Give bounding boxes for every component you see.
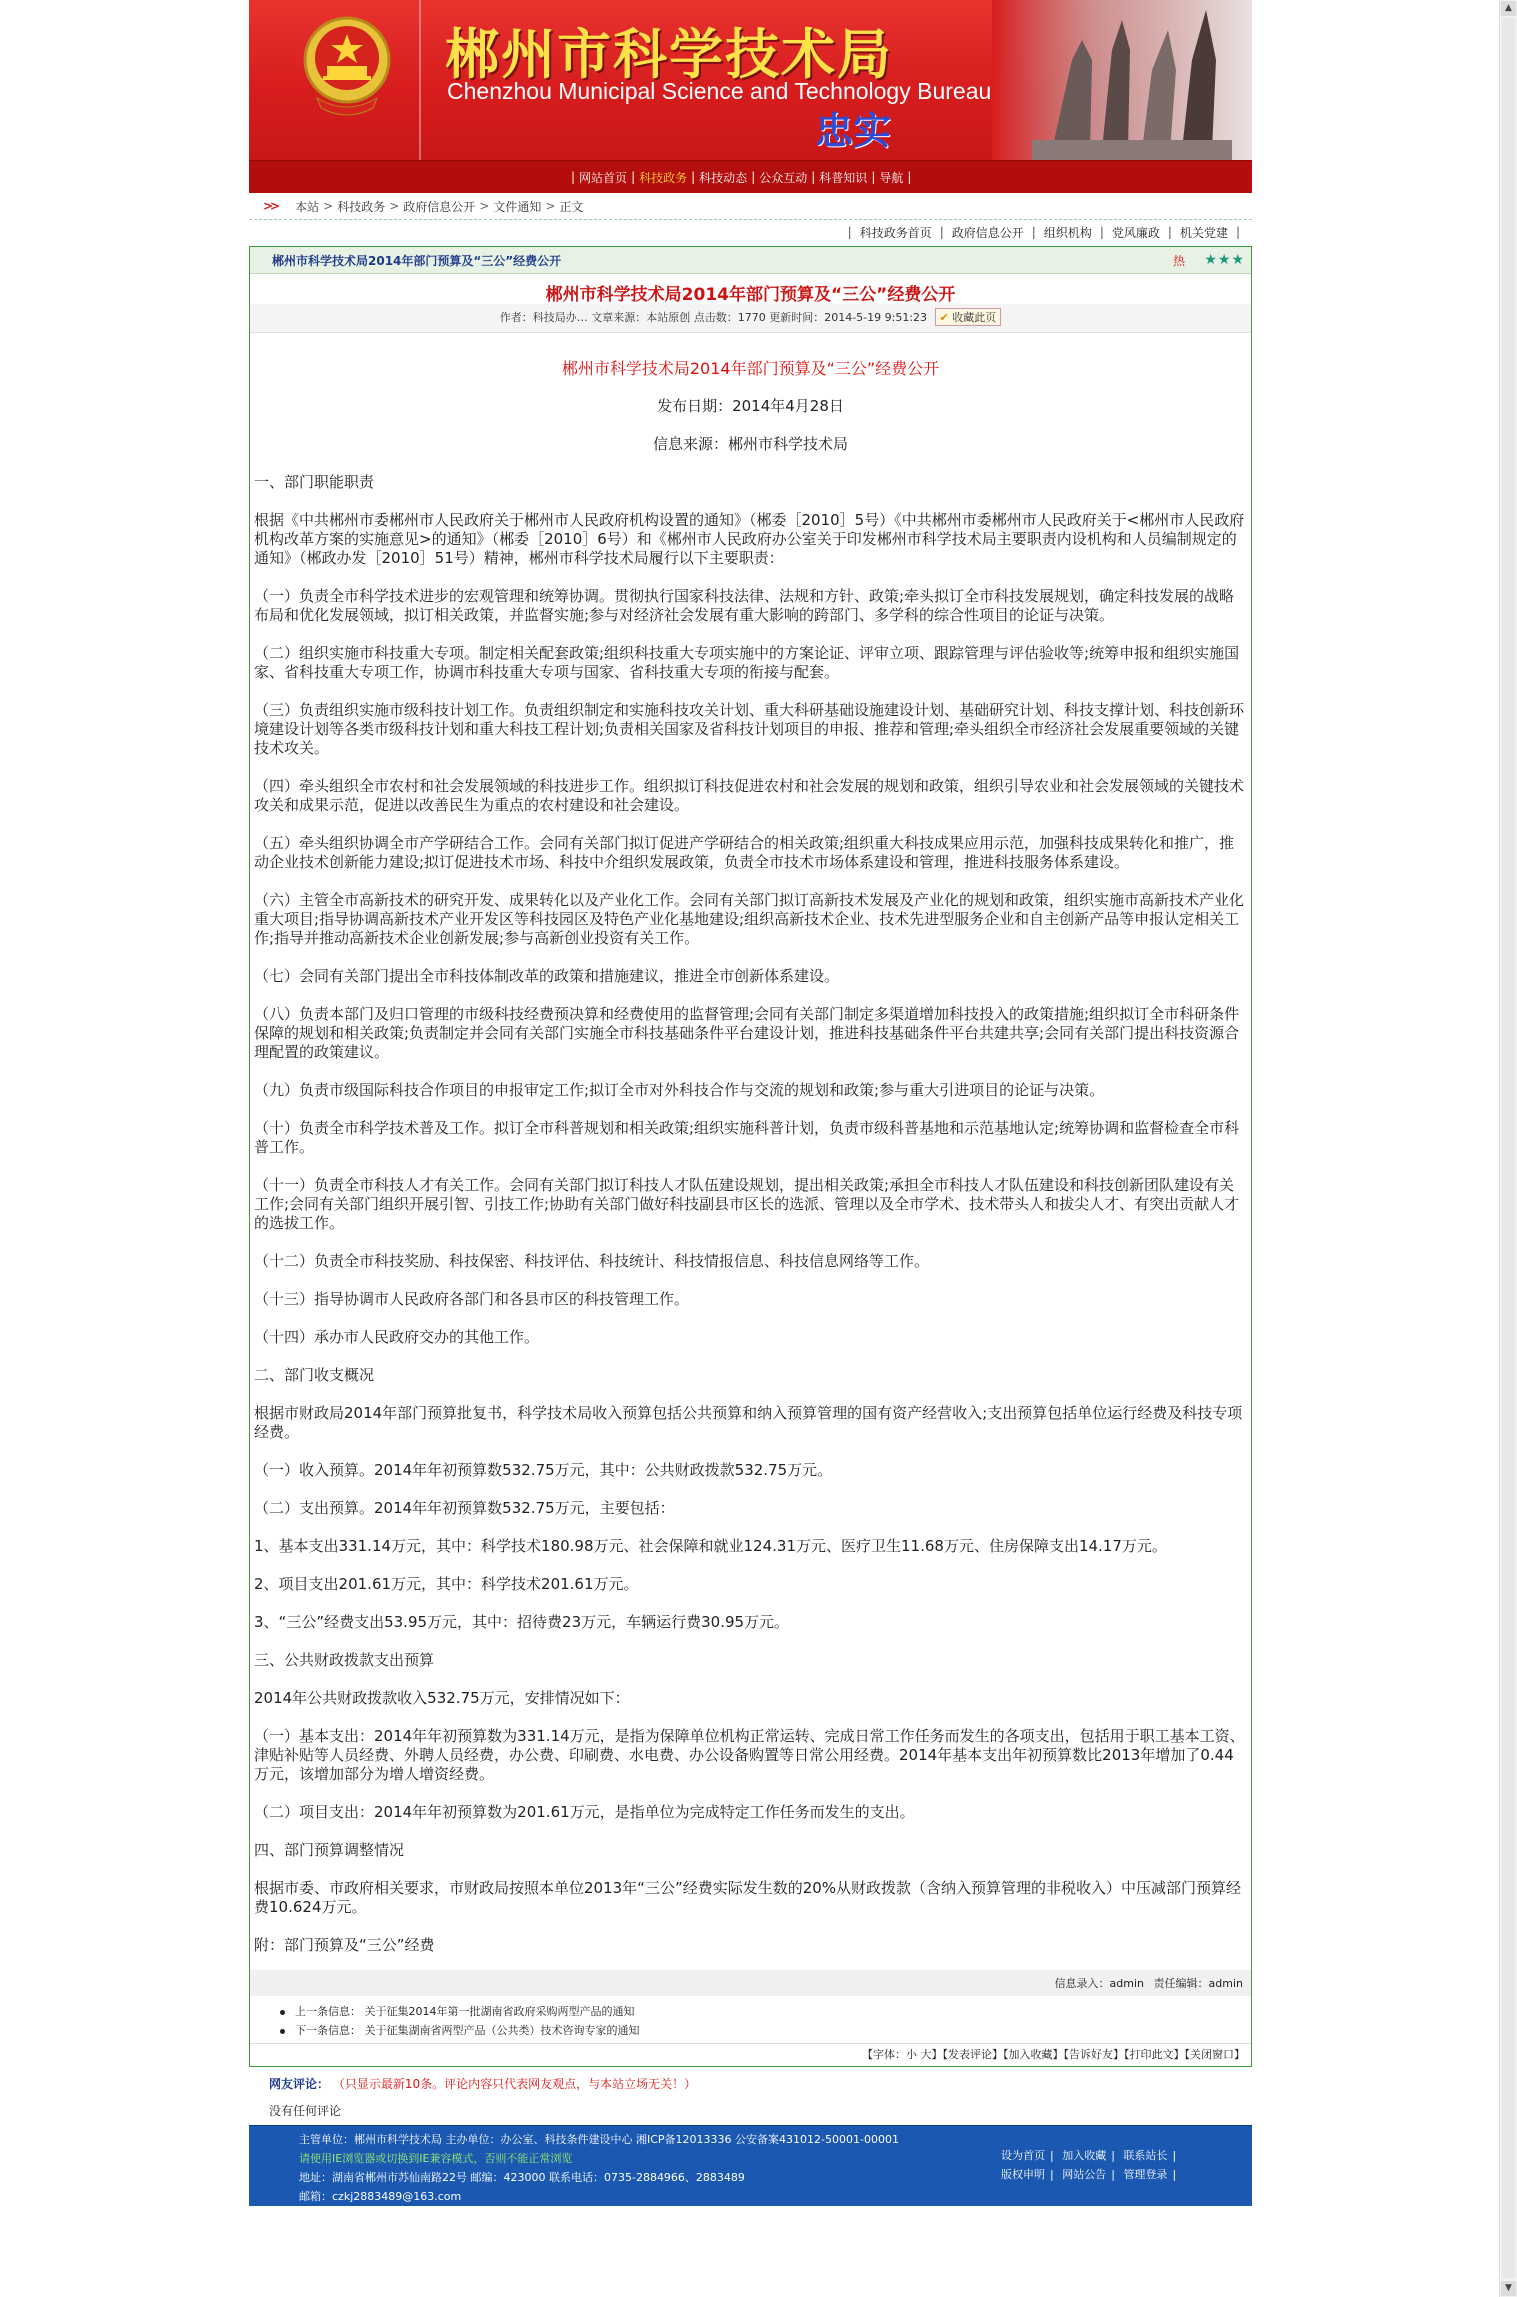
nav-separator: | [811,170,816,184]
footer-email: 邮箱：czkj2883489@163.com [299,2190,462,2203]
favorite-label: 收藏此页 [952,311,997,324]
bullet-icon [280,2029,285,2034]
content-paragraph: （十一）负责全市科技人才有关工作。会同有关部门拟订科技人才队伍建设规划，提出相关政策;承担全市科技人才队伍建设和科技创新团队建设有关工作;会同有关部门组织开展引智、引技工作;协助有关部门做好科技副县市区长的选派、管理以及全市学术、技术带头人和拔尖人才、有突出贡献人才的选拔工作。 [254,1176,1240,1232]
content-paragraph: 2、项目支出201.61万元，其中：科学技术201.61万元。 [254,1575,639,1593]
comments-note: （只显示最新10条。评论内容只代表网友观点，与本站立场无关！） [332,2077,697,2091]
content-paragraph: 二、部门收支概况 [254,1366,375,1384]
subnav-separator: | [939,225,944,239]
content-paragraph: （三）负责组织实施市级科技计划工作。负责组织制定和实施科技攻关计划、重大科研基础设施建设计划、基础研究计划、科技支撑计划、科技创新环境建设计划等各类市级科技计划和重大科技工程计划;负责相关国家及省科技计划项目的申报、推荐和管理;牵头组织全市经济社会发展重要领域的关键技术攻关。 [254,701,1245,757]
nav-separator: | [871,170,876,184]
nav-separator: | [907,170,912,184]
content-paragraph: （一）负责全市科学技术进步的宏观管理和统筹协调。贯彻执行国家科技法律、法规和方针、政策;牵头拟订全市科技发展规划，确定科技发展的战略布局和优化发展领域，拟订相关政策，并监督实施;参与对经济社会发展有重大影响的跨部门、多学科的综合性项目的论证与决策。 [254,587,1235,624]
contact-admin-link[interactable]: 联系站长 [1123,2149,1168,2162]
content-paragraph: 一、部门职能职责 [254,473,375,491]
editor-responsible: 责任编辑：admin [1153,1977,1243,1990]
no-comments-text: 没有任何评论 [269,2104,342,2118]
content-paragraph: 三、公共财政拨款支出预算 [254,1651,435,1669]
breadcrumb-separator: > [545,199,556,213]
content-paragraph: （十四）承办市人民政府交办的其他工作。 [254,1328,540,1346]
breadcrumb-gov-affairs[interactable]: 科技政务 [337,199,386,214]
breadcrumb-separator: > [323,199,334,213]
content-paragraph: 2014年公共财政拨款收入532.75万元，安排情况如下： [254,1689,630,1707]
footer-separator: | [1111,2168,1115,2181]
content-paragraph: （二）支出预算。2014年年初预算数532.75万元，主要包括： [254,1499,675,1517]
subnav-integrity[interactable]: 党风廉政 [1111,225,1160,240]
national-emblem-icon [297,12,397,120]
site-subtitle: Chenzhou Municipal Science and Technology Bureau [447,78,992,104]
content-title: 郴州市科学技术局2014年部门预算及“三公”经费公开 [561,359,940,378]
sculpture-image [992,0,1252,160]
banner-slogan: 忠实 [815,109,892,153]
next-article-link[interactable] [280,2022,1251,2038]
breadcrumb-gov-info[interactable]: 政府信息公开 [403,199,476,214]
breadcrumb-home[interactable]: 本站 [295,199,320,214]
announcement-link[interactable]: 网站公告 [1062,2168,1107,2181]
subnav-separator: | [1031,225,1036,239]
content-paragraph: （十三）指导协调市人民政府各部门和各县市区的科技管理工作。 [254,1290,690,1308]
footer [249,2125,1252,2206]
bullet-icon [280,2010,285,2015]
content-paragraph: （七）会同有关部门提出全市科技体制改革的政策和措施建议，推进全市创新体系建设。 [254,967,840,985]
admin-login-link[interactable]: 管理登录 [1123,2168,1168,2181]
nav-separator: | [631,170,636,184]
content-paragraph: （二）组织实施市科技重大专项。制定相关配套政策;组织科技重大专项实施中的方案论证、评审立项、跟踪管理与评估验收等;统筹申报和组织实施国家、省科技重大专项工作，协调市科技重大专项与国家、省科技重大专项的衔接与配套。 [254,644,1240,681]
content-paragraph: 1、基本支出331.14万元，其中：科学技术180.98万元、社会保障和就业124.31万元、医疗卫生11.68万元、住房保障支出14.17万元。 [254,1537,1167,1555]
subnav-separator: | [1167,225,1172,239]
page [249,0,1252,2206]
content-paragraph: 根据《中共郴州市委郴州市人民政府关于郴州市人民政府机构设置的通知》（郴委［2010］5号）《中共郴州市委郴州市人民政府关于<郴州市人民政府机构改革方案的实施意见>的通知》（郴委［2010］6号）和《郴州市人民政府办公室关于印发郴州市科学技术局主要职责内设机构和人员编制规定的通知》（郴政办发［2010］51号）精神，郴州市科学技术局履行以下主要职责： [254,511,1245,567]
next-article-text[interactable]: 下一条信息： 关于征集湖南省两型产品（公共类）技术咨询专家的通知 [295,2024,640,2037]
footer-separator: | [1050,2168,1054,2181]
favorite-page-button[interactable] [935,308,1002,326]
prev-article-link[interactable] [280,2003,1251,2019]
nav-interaction[interactable]: 公众互动 [759,170,808,185]
content-paragraph: 附：部门预算及“三公”经费 [254,1936,435,1954]
footer-links-row [1001,2165,1181,2184]
sub-nav [249,220,1252,244]
footer-sponsor: 主管单位：郴州市科学技术局 主办单位：办公室、科技条件建设中心 湘ICP备12013336 公安备案431012-50001-00001 [299,2133,899,2146]
article-title: 郴州市科学技术局2014年部门预算及“三公”经费公开 [545,285,956,305]
breadcrumb-notices[interactable]: 文件通知 [493,199,542,214]
footer-separator: | [1172,2149,1177,2162]
subnav-separator: | [1099,225,1104,239]
breadcrumb-current: 正文 [559,199,584,214]
breadcrumb [249,193,1252,220]
subnav-gov-home[interactable]: 科技政务首页 [859,225,932,240]
content-paragraph: （一）收入预算。2014年年初预算数532.75万元，其中：公共财政拨款532.75万元。 [254,1461,833,1479]
content-paragraph: 3、“三公”经费支出53.95万元，其中：招待费23万元，车辆运行费30.95万元。 [254,1613,790,1631]
footer-separator: | [1172,2168,1177,2181]
footer-links-row [1001,2146,1181,2165]
hot-badge: 热 [1172,253,1185,268]
subnav-separator: | [1235,225,1240,239]
footer-info [299,2130,899,2206]
comments-section [249,2067,1252,2092]
content-paragraph: （九）负责市级国际科技合作项目的申报审定工作;拟订全市对外科技合作与交流的规划和政策;参与重大引进项目的论证与决策。 [254,1081,1105,1099]
article-header-title: 郴州市科学技术局2014年部门预算及“三公”经费公开 [272,253,562,268]
footer-separator: | [1111,2149,1115,2162]
breadcrumb-separator: > [479,199,490,213]
content-paragraph: （一）基本支出：2014年年初预算数为331.14万元，是指为保障单位机构正常运转、完成日常工作任务而发生的各项支出，包括用于职工基本工资、津贴补贴等人员经费、外聘人员经费，办公费、印刷费、水电费、办公设备购置等日常公用经费。2014年基本支出年初预算数比2013年增加了0.44万元，该增加部分为增人增资经费。 [254,1727,1245,1783]
scroll-up-icon[interactable]: ▲ [1501,1,1516,16]
banner-divider [419,0,421,160]
info-source: 信息来源：郴州市科学技术局 [652,435,848,453]
nav-separator: | [751,170,756,184]
nav-separator: | [571,170,576,184]
prev-article-text[interactable]: 上一条信息： 关于征集2014年第一批湖南省政府采购两型产品的通知 [295,2005,635,2018]
main-nav [249,160,1252,193]
subnav-separator: | [847,225,852,239]
scroll-down-icon[interactable]: ▼ [1501,2281,1516,2296]
subnav-party[interactable]: 机关党建 [1179,225,1228,240]
footer-address: 地址：湖南省郴州市苏仙南路22号 邮编：423000 联系电话：0735-2884966、2883489 [299,2171,745,2184]
article-meta-text: 作者：科技局办… 文章来源：本站原创 点击数：1770 更新时间：2014-5-19 9:51:23 [499,311,928,324]
nav-news[interactable]: 科技动态 [699,170,748,185]
nav-home[interactable]: 网站首页 [579,170,628,185]
favorite-icon: ✔ [939,311,949,324]
article-box-header [250,247,1251,274]
editor-info [250,1970,1251,1996]
add-favorite-link[interactable]: 加入收藏 [1062,2149,1107,2162]
breadcrumb-separator: > [389,199,400,213]
nav-science-knowledge[interactable]: 科普知识 [819,170,868,185]
footer-browser-notice: 请使用IE浏览器或切换到IE兼容模式，否则不能正常浏览 [299,2152,573,2165]
article-box [249,246,1252,2067]
site-title: 郴州市科学技术局 [445,22,893,86]
article-content [250,333,1251,1955]
footer-separator: | [1050,2149,1054,2162]
content-paragraph: 四、部门预算调整情况 [254,1841,405,1859]
footer-links [1001,2146,1181,2184]
nav-gov-affairs[interactable]: 科技政务 [639,170,688,185]
content-paragraph: （六）主管全市高新技术的研究开发、成果转化以及产业化工作。会同有关部门拟订高新技术发展及产业化的规划和政策，组织实施市高新技术产业化重大项目;指导协调高新技术产业开发区等科技园区及特色产业化基地建设;组织高新技术企业、技术先进型服务企业和自主创新产品等申报认定相关工作;指导并推动高新技术企业创新发展;参与高新创业投资有关工作。 [254,891,1245,947]
article-meta [250,304,1251,333]
content-paragraph: 根据市委、市政府相关要求，市财政局按照本单位2013年“三公”经费实际发生数的20%从财政拨款（含纳入预算管理的非税收入）中压减部门预算经费10.624万元。 [254,1879,1242,1916]
content-paragraph: （四）牵头组织全市农村和社会发展领域的科技进步工作。组织拟订科技促进农村和社会发展的规划和政策，组织引导农业和社会发展领域的关键技术攻关和成果示范，促进以改善民生为重点的农村建设和社会建设。 [254,777,1245,814]
scrollbar-thumb[interactable] [1502,18,1515,2278]
content-paragraph: （十二）负责全市科技奖励、科技保密、科技评估、科技统计、科技情报信息、科技信息网络等工作。 [254,1252,930,1270]
nav-separator: | [691,170,696,184]
header-banner [249,0,1252,160]
publish-date: 发布日期：2014年4月28日 [657,397,844,415]
content-paragraph: （十）负责全市科学技术普及工作。拟订全市科普规划和相关政策;组织实施科普计划，负责市级科普基地和示范基地认定;统筹协调和监督检查全市科普工作。 [254,1119,1240,1156]
prev-next-links [250,1996,1251,2043]
subnav-gov-info[interactable]: 政府信息公开 [951,225,1024,240]
breadcrumb-arrow-icon: >> [263,199,278,213]
nav-guide[interactable]: 导航 [879,170,904,185]
copyright-link[interactable]: 版权申明 [1001,2168,1045,2181]
comments-label: 网友评论： [269,2077,330,2091]
content-paragraph: （五）牵头组织协调全市产学研结合工作。会同有关部门拟订促进产学研结合的相关政策;组织重大科技成果应用示范，加强科技成果转化和推广，推动企业技术创新能力建设;拟订促进技术市场、科技中介组织发展政策，负责全市技术市场体系建设和管理，推进科技服务体系建设。 [254,834,1235,871]
content-paragraph: （八）负责本部门及归口管理的市级科技经费预决算和经费使用的监督管理;会同有关部门制定多渠道增加科技投入的政策措施;组织拟订全市科研条件保障的规划和相关政策;负责制定并会同有关部门实施全市科技基础条件平台建设计划，推进科技基础条件平台共建共享;会同有关部门提出科技资源合理配置的政策建议。 [254,1005,1240,1061]
editor-input: 信息录入：admin [1054,1977,1145,1990]
set-homepage-link[interactable]: 设为首页 [1001,2149,1045,2162]
content-paragraph: （二）项目支出：2014年年初预算数为201.61万元，是指单位为完成特定工作任务而发生的支出。 [254,1803,915,1821]
article-tools[interactable]: 【字体：小 大】【发表评论】【加入收藏】【告诉好友】【打印此文】【关闭窗口】 [250,2043,1251,2066]
content-paragraph: 根据市财政局2014年部门预算批复书，科学技术局收入预算包括公共预算和纳入预算管理的国有资产经营收入;支出预算包括单位运行经费及科技专项经费。 [254,1404,1243,1441]
subnav-organization[interactable]: 组织机构 [1043,225,1092,240]
rating-stars-icon: ★★★ [1204,252,1245,268]
vertical-scrollbar[interactable] [1499,0,1517,2297]
